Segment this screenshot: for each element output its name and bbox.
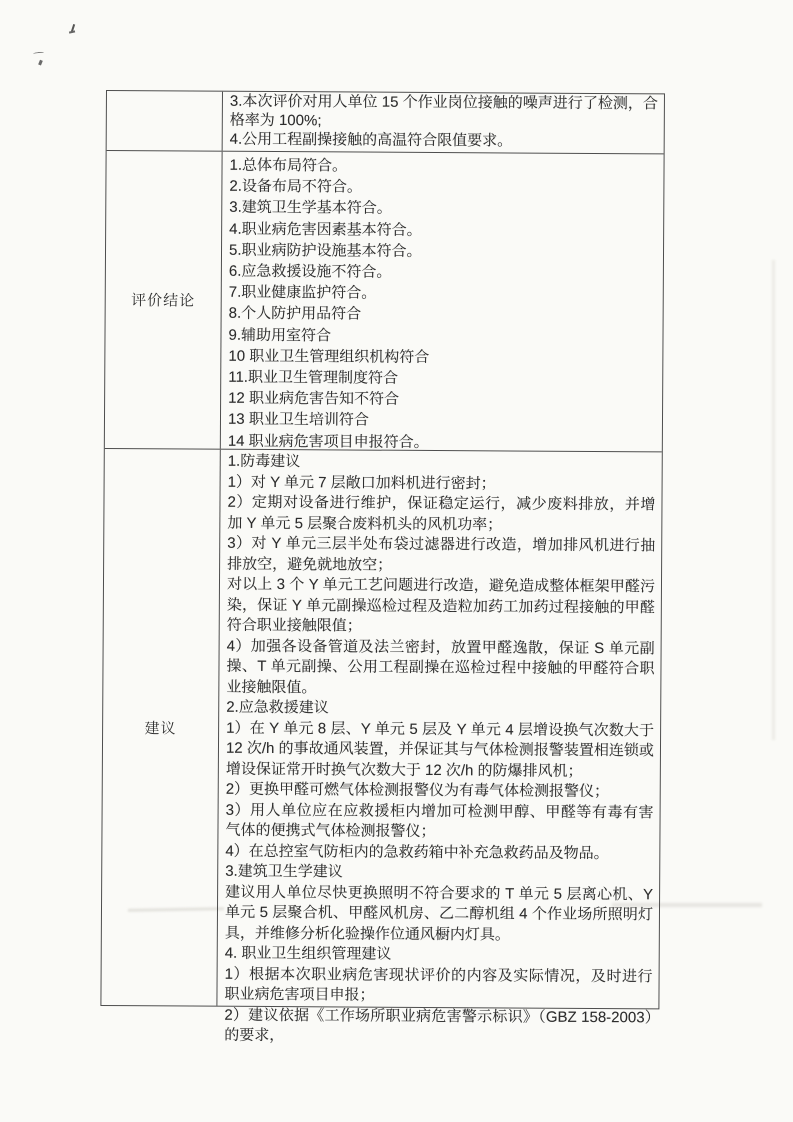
paragraph: 4）在总控室气防柜内的急救药箱中补充急救药品及物品。 — [225, 842, 609, 862]
ink-speck — [33, 51, 44, 55]
table-row-recommendations — [101, 448, 661, 1045]
paragraph: 4.公用工程副操接触的高温符合限值要求。 — [229, 130, 513, 150]
row-header-cell — [107, 91, 223, 151]
scan-edge-streak — [772, 260, 775, 740]
paragraph: 11.职业卫生管理制度符合 — [228, 368, 399, 387]
paragraph: 4）加强各设备管道及法兰密封，放置甲醛逸散，保证 S 单元副操、T 单元副操、公用工程副操在巡检过程中接触的甲醛符合职业接触限值。 — [226, 637, 655, 696]
paragraph: 4.职业病危害因素基本符合。 — [229, 220, 422, 239]
paragraph: 2）更换甲醛可燃气体检测报警仪为有毒气体检测报警仪； — [225, 780, 610, 801]
paragraph: 9.辅助用室符合 — [228, 326, 332, 345]
paragraph: 14 职业病危害项目申报符合。 — [227, 432, 429, 451]
paragraph: 3.建筑卫生学基本符合。 — [229, 199, 392, 218]
row-content-cell — [217, 450, 661, 1045]
row-content-cell — [223, 92, 664, 154]
table-row-detection-results — [107, 91, 664, 153]
paragraph: 13 职业卫生培训符合 — [227, 411, 369, 430]
paragraph: 10 职业卫生管理组织机构符合 — [228, 347, 430, 366]
paragraph: 4. 职业卫生组织管理建议 — [224, 944, 392, 963]
paragraph: 2.设备布局不符合。 — [229, 177, 362, 196]
paragraph: 6.应急救援设施不符合。 — [228, 262, 392, 281]
paragraph: 对以上 3 个 Y 单元工艺问题进行改造，避免造成整体框架甲醛污染，保证 Y 单元副操巡检过程及造粒加药工加药过程接触的甲醛符合职业接触限值； — [226, 575, 656, 635]
row-header-cell: 评价结论 — [105, 151, 223, 449]
paragraph: 1）根据本次职业病危害现状评价的内容及实际情况，及时进行职业病危害项目申报； — [224, 965, 653, 1004]
paragraph: 3.本次评价对用人单位 15 个作业岗位接触的噪声进行了检测，合格率为 100%; — [229, 92, 658, 130]
paragraph: 3）对 Y 单元三层半处布袋过滤器进行改造，增加排风机进行抽排放空，避免就地放空； — [227, 534, 656, 574]
paragraph: 2）定期对设备进行维护，保证稳定运行，减少废料排放，并增加 Y 单元 5 层聚合废料机头的风机功率； — [227, 493, 656, 533]
paragraph: 12 职业病危害告知不符合 — [228, 389, 400, 409]
paragraph: 3）用人单位应在应救援柜内增加可检测甲醇、甲醛等有毒有害气体的便携式气体检测报警仪； — [225, 801, 654, 841]
paragraph: 建议用人单位尽快更换照明不符合要求的 T 单元 5 层离心机、Y 单元 5 层聚合机、甲醛风机房、乙二醇机组 4 个作业场所照明灯具，并维修分析化验操作位通风橱内灯具。 — [224, 883, 654, 943]
paragraph: 1）对 Y 单元 7 层敞口加料机进行密封； — [227, 473, 496, 492]
paragraph: 3.建筑卫生学建议 — [225, 862, 343, 881]
report-table — [100, 90, 665, 1045]
ink-speck — [38, 60, 42, 66]
paragraph: 5.职业病防护设施基本符合。 — [228, 241, 422, 260]
paragraph: 1.防毒建议 — [227, 452, 301, 471]
paragraph: 7.职业健康监护符合。 — [228, 283, 377, 302]
ink-speck — [68, 24, 78, 38]
paragraph: 2.应急救援建议 — [226, 698, 329, 717]
paragraph: 2）建议依据《工作场所职业病危害警示标识》（GBZ 158-2003）的要求， — [224, 1006, 653, 1045]
row-content-cell — [221, 152, 664, 452]
paragraph: 8.个人防护用品符合 — [228, 305, 362, 323]
row-header-cell: 建议 — [101, 449, 220, 1006]
paragraph: 1.总体布局符合。 — [229, 156, 348, 175]
table-row-evaluation-conclusion — [105, 150, 664, 451]
paragraph: 1）在 Y 单元 8 层、Y 单元 5 层及 Y 单元 4 层增设换气次数大于 12 次/h 的事故通风装置，并保证其与气体检测报警装置相连锁或增设保证常开时换气次数大于 12 次/h 的防爆排风机； — [225, 719, 655, 780]
